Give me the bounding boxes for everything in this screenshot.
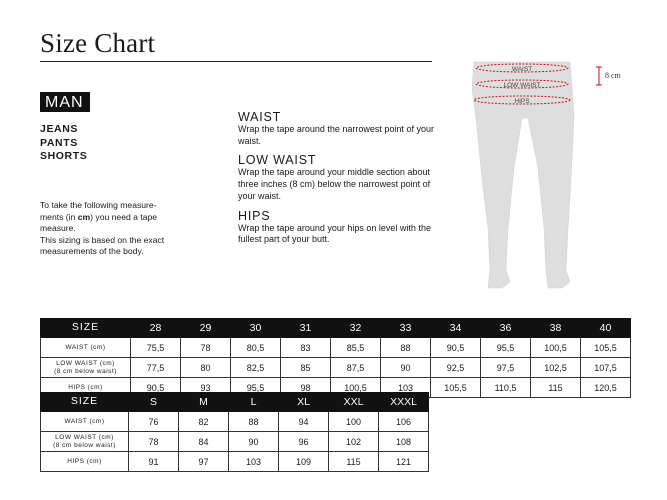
table-cell: 92,5 (431, 358, 481, 378)
gender-badge: MAN (40, 92, 90, 112)
table-cell: 100,5 (331, 378, 381, 398)
intro-line-1a: To take the following measure- (40, 200, 157, 210)
low-waist-figure-label: LOW WAIST (503, 82, 541, 89)
body-figure (458, 58, 648, 298)
gap-bracket (596, 67, 602, 85)
size-cell: 30 (231, 319, 281, 338)
table-cell: 121 (379, 452, 429, 472)
measurement-guide (238, 110, 443, 252)
page-title: Size Chart (40, 28, 156, 58)
table-cell: 85 (281, 358, 331, 378)
size-cell: 36 (481, 319, 531, 338)
table-cell: 105,5 (581, 338, 631, 358)
table-cell: 107,5 (581, 358, 631, 378)
table-cell: 96 (279, 432, 329, 452)
row-label: WAIST (cm) (41, 338, 131, 358)
table-cell: 105,5 (431, 378, 481, 398)
legs-silhouette (472, 62, 574, 288)
table-cell: 91 (129, 452, 179, 472)
size-table-letter (40, 392, 429, 472)
row-label-main: LOW WAIST (cm) (55, 434, 114, 441)
row-label: HIPS (cm) (41, 378, 131, 398)
table-cell: 100 (329, 412, 379, 432)
table-cell: 77,5 (131, 358, 181, 378)
size-cell: L (229, 393, 279, 412)
table-cell: 93 (181, 378, 231, 398)
table-header-row (41, 319, 631, 338)
table-cell: 87,5 (331, 358, 381, 378)
intro-text-c: ) you need a tape measure. (40, 211, 158, 233)
table-cell: 98 (281, 378, 331, 398)
table-cell: 84 (179, 432, 229, 452)
table-cell: 109 (279, 452, 329, 472)
waist-figure-label: WAIST (511, 66, 533, 73)
row-label-sub: (8 cm below waist) (53, 441, 116, 449)
header-label: SIZE (41, 393, 129, 412)
intro-text-b: ments (in (40, 211, 78, 222)
table-cell: 78 (181, 338, 231, 358)
table-cell: 100,5 (531, 338, 581, 358)
size-cell: 31 (281, 319, 331, 338)
intro-line-1 (40, 212, 190, 235)
table-cell: 97 (179, 452, 229, 472)
size-cell: XL (279, 393, 329, 412)
table-cell: 106 (379, 412, 429, 432)
size-cell: 29 (181, 319, 231, 338)
table-cell: 102 (329, 432, 379, 452)
table-cell: 102,5 (531, 358, 581, 378)
table-row-waist (41, 412, 429, 432)
title-divider (40, 61, 432, 62)
size-cell: XXXL (379, 393, 429, 412)
low-waist-heading: LOW WAIST (238, 153, 317, 168)
category-jeans: JEANS (40, 123, 79, 135)
table-cell: 90 (381, 358, 431, 378)
table-row-low-waist (41, 432, 429, 452)
hips-heading: HIPS (238, 208, 271, 223)
table-cell: 80,5 (231, 338, 281, 358)
category-list (40, 123, 87, 164)
measurement-intro (40, 200, 190, 258)
size-cell: 33 (381, 319, 431, 338)
size-cell: XXL (329, 393, 379, 412)
table-cell: 82,5 (231, 358, 281, 378)
row-label: WAIST (cm) (41, 412, 129, 432)
table-row-waist (41, 338, 631, 358)
row-label: HIPS (cm) (41, 452, 129, 472)
low-waist-instruction: Wrap the tape around your middle section about three inches (8 cm) below the narrowest point of your waist. (238, 167, 431, 201)
waist-heading: WAIST (238, 110, 282, 124)
row-label-sub: (8 cm below waist) (54, 367, 117, 375)
header-label: SIZE (41, 319, 131, 338)
table-cell: 95,5 (481, 338, 531, 358)
table-cell: 80 (181, 358, 231, 378)
size-cell: M (179, 393, 229, 412)
category-pants: PANTS (40, 136, 78, 149)
size-cell: 32 (331, 319, 381, 338)
size-cell: 38 (531, 319, 581, 338)
gap-label: 8 cm (605, 71, 621, 80)
table-cell: 90,5 (131, 378, 181, 398)
size-cell: 40 (581, 319, 631, 338)
category-shorts: SHORTS (40, 150, 88, 162)
size-table-numeric (40, 318, 631, 398)
row-label (41, 432, 129, 452)
table-cell: 76 (129, 412, 179, 432)
size-cell: 34 (431, 319, 481, 338)
table-cell: 103 (229, 452, 279, 472)
table-cell: 78 (129, 432, 179, 452)
table-header-row (41, 393, 429, 412)
table-cell: 110,5 (481, 378, 531, 398)
hips-figure-label: HIPS (514, 98, 530, 105)
hips-instruction: Wrap the tape around your hips on level with the fullest part of your butt. (238, 222, 431, 245)
table-row-hips (41, 452, 429, 472)
table-cell: 108 (379, 432, 429, 452)
row-label (41, 358, 131, 378)
table-cell: 90 (229, 432, 279, 452)
table-row-low-waist (41, 358, 631, 378)
table-cell: 88 (381, 338, 431, 358)
table-cell: 85,5 (331, 338, 381, 358)
gap-bracket-line (596, 67, 602, 85)
size-cell: S (129, 393, 179, 412)
table-cell: 88 (229, 412, 279, 432)
waist-instruction: Wrap the tape around the narrowest point of your waist. (238, 124, 434, 146)
table-cell: 75,5 (131, 338, 181, 358)
table-cell: 82 (179, 412, 229, 432)
row-label-main: LOW WAIST (cm) (56, 360, 115, 367)
table-cell: 103 (381, 378, 431, 398)
table-cell: 95,5 (231, 378, 281, 398)
table-cell: 94 (279, 412, 329, 432)
table-cell: 115 (531, 378, 581, 398)
size-cell: 28 (131, 319, 181, 338)
table-cell: 83 (281, 338, 331, 358)
table-cell: 120,5 (581, 378, 631, 398)
intro-unit: cm (77, 211, 91, 222)
intro-line-2: This sizing is based on the exact measurements of the body. (40, 234, 165, 256)
table-cell: 97,5 (481, 358, 531, 378)
table-cell: 90,5 (431, 338, 481, 358)
table-cell: 115 (329, 452, 379, 472)
